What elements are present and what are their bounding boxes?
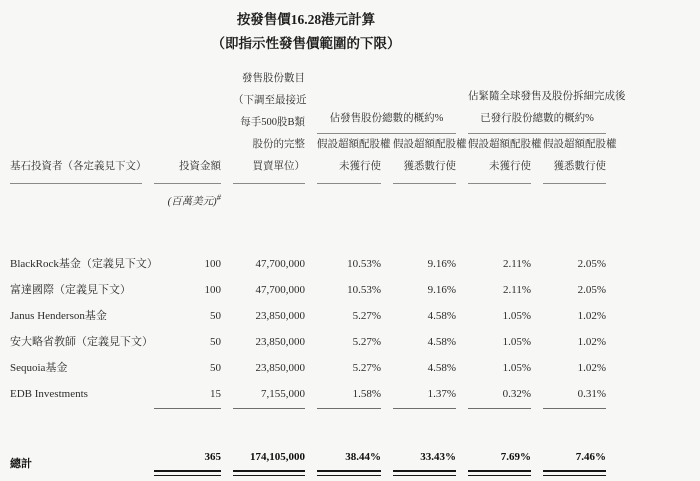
pct-issued-full-value: 1.02% bbox=[577, 309, 606, 322]
pct-issued-no-cell bbox=[456, 331, 531, 357]
title-line-2: （即指示性發售價範圍的下限） bbox=[211, 36, 401, 51]
header-issued-no-exercise bbox=[468, 134, 542, 184]
header-issued-no-exercise-cell bbox=[456, 134, 542, 184]
header-issued-full-exercise-cell bbox=[531, 134, 617, 184]
pct-issued-no-value: 1.05% bbox=[502, 361, 531, 374]
amount-cell bbox=[142, 357, 221, 383]
investor-name: EDB Investments bbox=[10, 387, 88, 400]
pct-offer-no-cell bbox=[305, 357, 381, 383]
pct-issued-no-cell bbox=[456, 357, 531, 383]
header-offer-no-line2: 未獲行使 bbox=[339, 161, 381, 172]
pct-offer-full-cell bbox=[381, 357, 456, 383]
pct-issued-full-cell bbox=[531, 253, 606, 279]
table-row-edb-investments bbox=[10, 383, 606, 409]
header-offer-no-exercise-cell bbox=[305, 134, 391, 184]
total-pct-offer-full-value: 33.43% bbox=[420, 450, 456, 463]
amount-units-note bbox=[154, 184, 221, 213]
pct-issued-full-value: 1.02% bbox=[577, 361, 606, 374]
header-offer-full-exercise-cell bbox=[381, 134, 467, 184]
header-group-issued-line2: 已發行股份總數的概約% bbox=[480, 113, 594, 124]
total-double-rule bbox=[393, 470, 456, 476]
amount-units-text: (百萬美元) bbox=[167, 196, 217, 208]
header-offer-full-exercise bbox=[393, 134, 467, 184]
pct-issued-full-value: 2.05% bbox=[577, 257, 606, 270]
header-offer-no-exercise bbox=[317, 134, 391, 184]
table-row-blackrock bbox=[10, 253, 606, 279]
header-group-offer-shares-title: 佔發售股份總數的概約% bbox=[317, 108, 456, 134]
total-label-cell bbox=[10, 447, 142, 476]
pct-offer-full-value: 4.58% bbox=[427, 309, 456, 322]
title-line-1: 按發售價16.28港元計算 bbox=[236, 12, 376, 27]
header-group-issued-shares bbox=[456, 68, 626, 134]
pct-issued-full-cell bbox=[531, 383, 606, 409]
pct-offer-full-value: 4.58% bbox=[427, 361, 456, 374]
header-issued-no-line1: 假設超額配股權 bbox=[468, 139, 542, 150]
shares-cell bbox=[221, 279, 305, 305]
total-amount-value: 365 bbox=[204, 450, 221, 463]
table-row-total bbox=[10, 447, 606, 476]
shares-value: 23,850,000 bbox=[255, 361, 305, 374]
pct-offer-full-cell bbox=[381, 331, 456, 357]
header-issued-no-line2: 未獲行使 bbox=[489, 161, 531, 172]
pct-offer-full-value: 9.16% bbox=[427, 283, 456, 296]
spacer-row bbox=[10, 409, 606, 447]
amount-value: 100 bbox=[204, 283, 221, 296]
spacer-cell bbox=[10, 409, 606, 447]
header-shares-line5: 買賣單位） bbox=[252, 161, 305, 172]
header-offer-no-line1: 假設超額配股權 bbox=[317, 139, 391, 150]
pct-issued-no-value: 2.11% bbox=[502, 283, 531, 296]
investor-name-cell bbox=[10, 253, 158, 279]
pct-offer-full-cell bbox=[381, 253, 456, 279]
investor-name: BlackRock基金（定義見下文） bbox=[10, 257, 158, 270]
pct-offer-no-cell bbox=[305, 383, 381, 409]
table-title bbox=[10, 8, 602, 56]
pct-issued-no-cell bbox=[456, 305, 531, 331]
shares-value: 23,850,000 bbox=[255, 335, 305, 348]
header-shares-upper bbox=[221, 68, 305, 134]
pct-offer-no-value: 10.53% bbox=[347, 283, 381, 296]
total-pct-offer-full-cell bbox=[381, 447, 456, 476]
investor-name: Sequoia基金 bbox=[10, 361, 68, 374]
pct-offer-full-value: 9.16% bbox=[427, 257, 456, 270]
header-empty-amount bbox=[142, 68, 221, 134]
header-issued-full-line2: 獲悉數行使 bbox=[553, 161, 606, 172]
shares-cell bbox=[221, 305, 305, 331]
pct-issued-full-cell bbox=[531, 305, 606, 331]
total-double-rule bbox=[233, 470, 305, 476]
pct-offer-no-value: 1.58% bbox=[317, 383, 381, 409]
header-row-lower bbox=[10, 134, 606, 184]
header-group-offer-shares bbox=[305, 68, 456, 134]
pct-issued-no-cell bbox=[456, 383, 531, 409]
shares-cell bbox=[221, 253, 305, 279]
note-filler-cell bbox=[221, 184, 606, 213]
header-investor-cell bbox=[10, 134, 147, 184]
table-row-sequoia bbox=[10, 357, 606, 383]
pct-issued-no-value: 1.05% bbox=[502, 335, 531, 348]
pct-offer-full-value: 4.58% bbox=[427, 335, 456, 348]
amount-units-superscript: # bbox=[216, 192, 221, 202]
investor-name: 富達國際（定義見下文） bbox=[10, 283, 131, 296]
table-row-ontario-teachers bbox=[10, 331, 606, 357]
header-empty-investor bbox=[10, 68, 142, 134]
header-offer-full-line1: 假設超額配股權 bbox=[393, 139, 467, 150]
header-shares-lower-cell bbox=[221, 134, 305, 184]
pct-issued-no-value: 2.11% bbox=[502, 257, 531, 270]
pct-offer-no-cell bbox=[305, 305, 381, 331]
amount-value: 50 bbox=[210, 309, 221, 322]
header-shares-line1: 發售股份數目 bbox=[242, 73, 305, 84]
amount-cell bbox=[142, 305, 221, 331]
pct-issued-full-value: 0.31% bbox=[543, 383, 606, 409]
pct-issued-full-cell bbox=[531, 331, 606, 357]
amount-units-cell bbox=[142, 184, 221, 213]
pct-offer-full-cell bbox=[381, 279, 456, 305]
total-pct-issued-no-cell bbox=[456, 447, 531, 476]
header-row-upper bbox=[10, 68, 606, 134]
header-group-issued-line1: 佔緊隨全球發售及股份拆細完成後 bbox=[468, 91, 626, 102]
pct-offer-no-value: 10.53% bbox=[347, 257, 381, 270]
total-double-rule bbox=[154, 470, 221, 476]
amount-cell bbox=[142, 279, 221, 305]
investor-name-cell bbox=[10, 279, 142, 305]
total-pct-offer-no-value: 38.44% bbox=[345, 450, 381, 463]
total-pct-issued-full-value: 7.46% bbox=[575, 450, 606, 463]
amount-value: 50 bbox=[210, 335, 221, 348]
shares-cell bbox=[221, 357, 305, 383]
header-group-issued-shares-title bbox=[468, 86, 626, 134]
cornerstone-investors-table bbox=[10, 68, 626, 476]
investor-name-cell bbox=[10, 357, 142, 383]
total-pct-issued-no-value: 7.69% bbox=[500, 450, 531, 463]
pct-offer-no-cell bbox=[305, 279, 381, 305]
header-shares-line4: 股份的完整 bbox=[252, 139, 305, 150]
shares-value: 47,700,000 bbox=[255, 257, 305, 270]
shares-value: 23,850,000 bbox=[255, 309, 305, 322]
pct-offer-no-value: 5.27% bbox=[352, 335, 381, 348]
pct-offer-full-cell bbox=[381, 383, 456, 409]
amount-value: 50 bbox=[210, 361, 221, 374]
note-empty-cell bbox=[10, 184, 142, 213]
header-amount-cell bbox=[142, 134, 221, 184]
shares-cell bbox=[221, 331, 305, 357]
pct-issued-no-value: 0.32% bbox=[468, 383, 531, 409]
total-label: 總計 bbox=[10, 457, 32, 470]
amount-value: 15 bbox=[154, 383, 221, 409]
pct-offer-full-cell bbox=[381, 305, 456, 331]
pct-issued-full-cell bbox=[531, 357, 606, 383]
pct-offer-no-value: 5.27% bbox=[352, 361, 381, 374]
investor-name: Janus Henderson基金 bbox=[10, 309, 107, 322]
investor-name-cell bbox=[10, 305, 142, 331]
header-shares-line3: 每手500股B類 bbox=[240, 117, 305, 128]
pct-offer-no-cell bbox=[305, 331, 381, 357]
header-investor: 基石投資者（各定義見下文） bbox=[10, 156, 142, 184]
amount-value: 100 bbox=[204, 257, 221, 270]
pct-issued-full-cell bbox=[531, 279, 606, 305]
header-shares-line2: （下調至最接近 bbox=[233, 95, 307, 106]
investor-name-cell bbox=[10, 383, 142, 409]
header-issued-full-exercise bbox=[543, 134, 617, 184]
header-shares-lower bbox=[233, 134, 305, 184]
spacer-cell bbox=[10, 213, 606, 253]
pct-issued-no-cell bbox=[456, 253, 531, 279]
amount-cell bbox=[142, 383, 221, 409]
total-shares-value: 174,105,000 bbox=[250, 450, 305, 463]
table-row-janus-henderson bbox=[10, 305, 606, 331]
total-pct-issued-full-cell bbox=[531, 447, 606, 476]
spacer-row bbox=[10, 213, 606, 253]
total-amount-cell bbox=[142, 447, 221, 476]
header-amount: 投資金額 bbox=[154, 156, 221, 184]
header-offer-full-line2: 獲悉數行使 bbox=[403, 161, 456, 172]
investor-name-cell bbox=[10, 331, 153, 357]
shares-value: 7,155,000 bbox=[233, 383, 305, 409]
pct-issued-no-value: 1.05% bbox=[502, 309, 531, 322]
amount-cell bbox=[142, 331, 221, 357]
total-double-rule bbox=[543, 470, 606, 476]
pct-issued-full-value: 1.02% bbox=[577, 335, 606, 348]
shares-cell bbox=[221, 383, 305, 409]
pct-offer-full-value: 1.37% bbox=[393, 383, 456, 409]
pct-offer-no-cell bbox=[305, 253, 381, 279]
table-row-fidelity bbox=[10, 279, 606, 305]
total-double-rule bbox=[317, 470, 381, 476]
total-double-rule bbox=[468, 470, 531, 476]
pct-issued-no-cell bbox=[456, 279, 531, 305]
total-pct-offer-no-cell bbox=[305, 447, 381, 476]
pct-offer-no-value: 5.27% bbox=[352, 309, 381, 322]
total-shares-cell bbox=[221, 447, 305, 476]
header-issued-full-line1: 假設超額配股權 bbox=[543, 139, 617, 150]
header-row-note bbox=[10, 184, 606, 213]
investor-name: 安大略省教師（定義見下文） bbox=[10, 335, 153, 348]
pct-issued-full-value: 2.05% bbox=[577, 283, 606, 296]
shares-value: 47,700,000 bbox=[255, 283, 305, 296]
